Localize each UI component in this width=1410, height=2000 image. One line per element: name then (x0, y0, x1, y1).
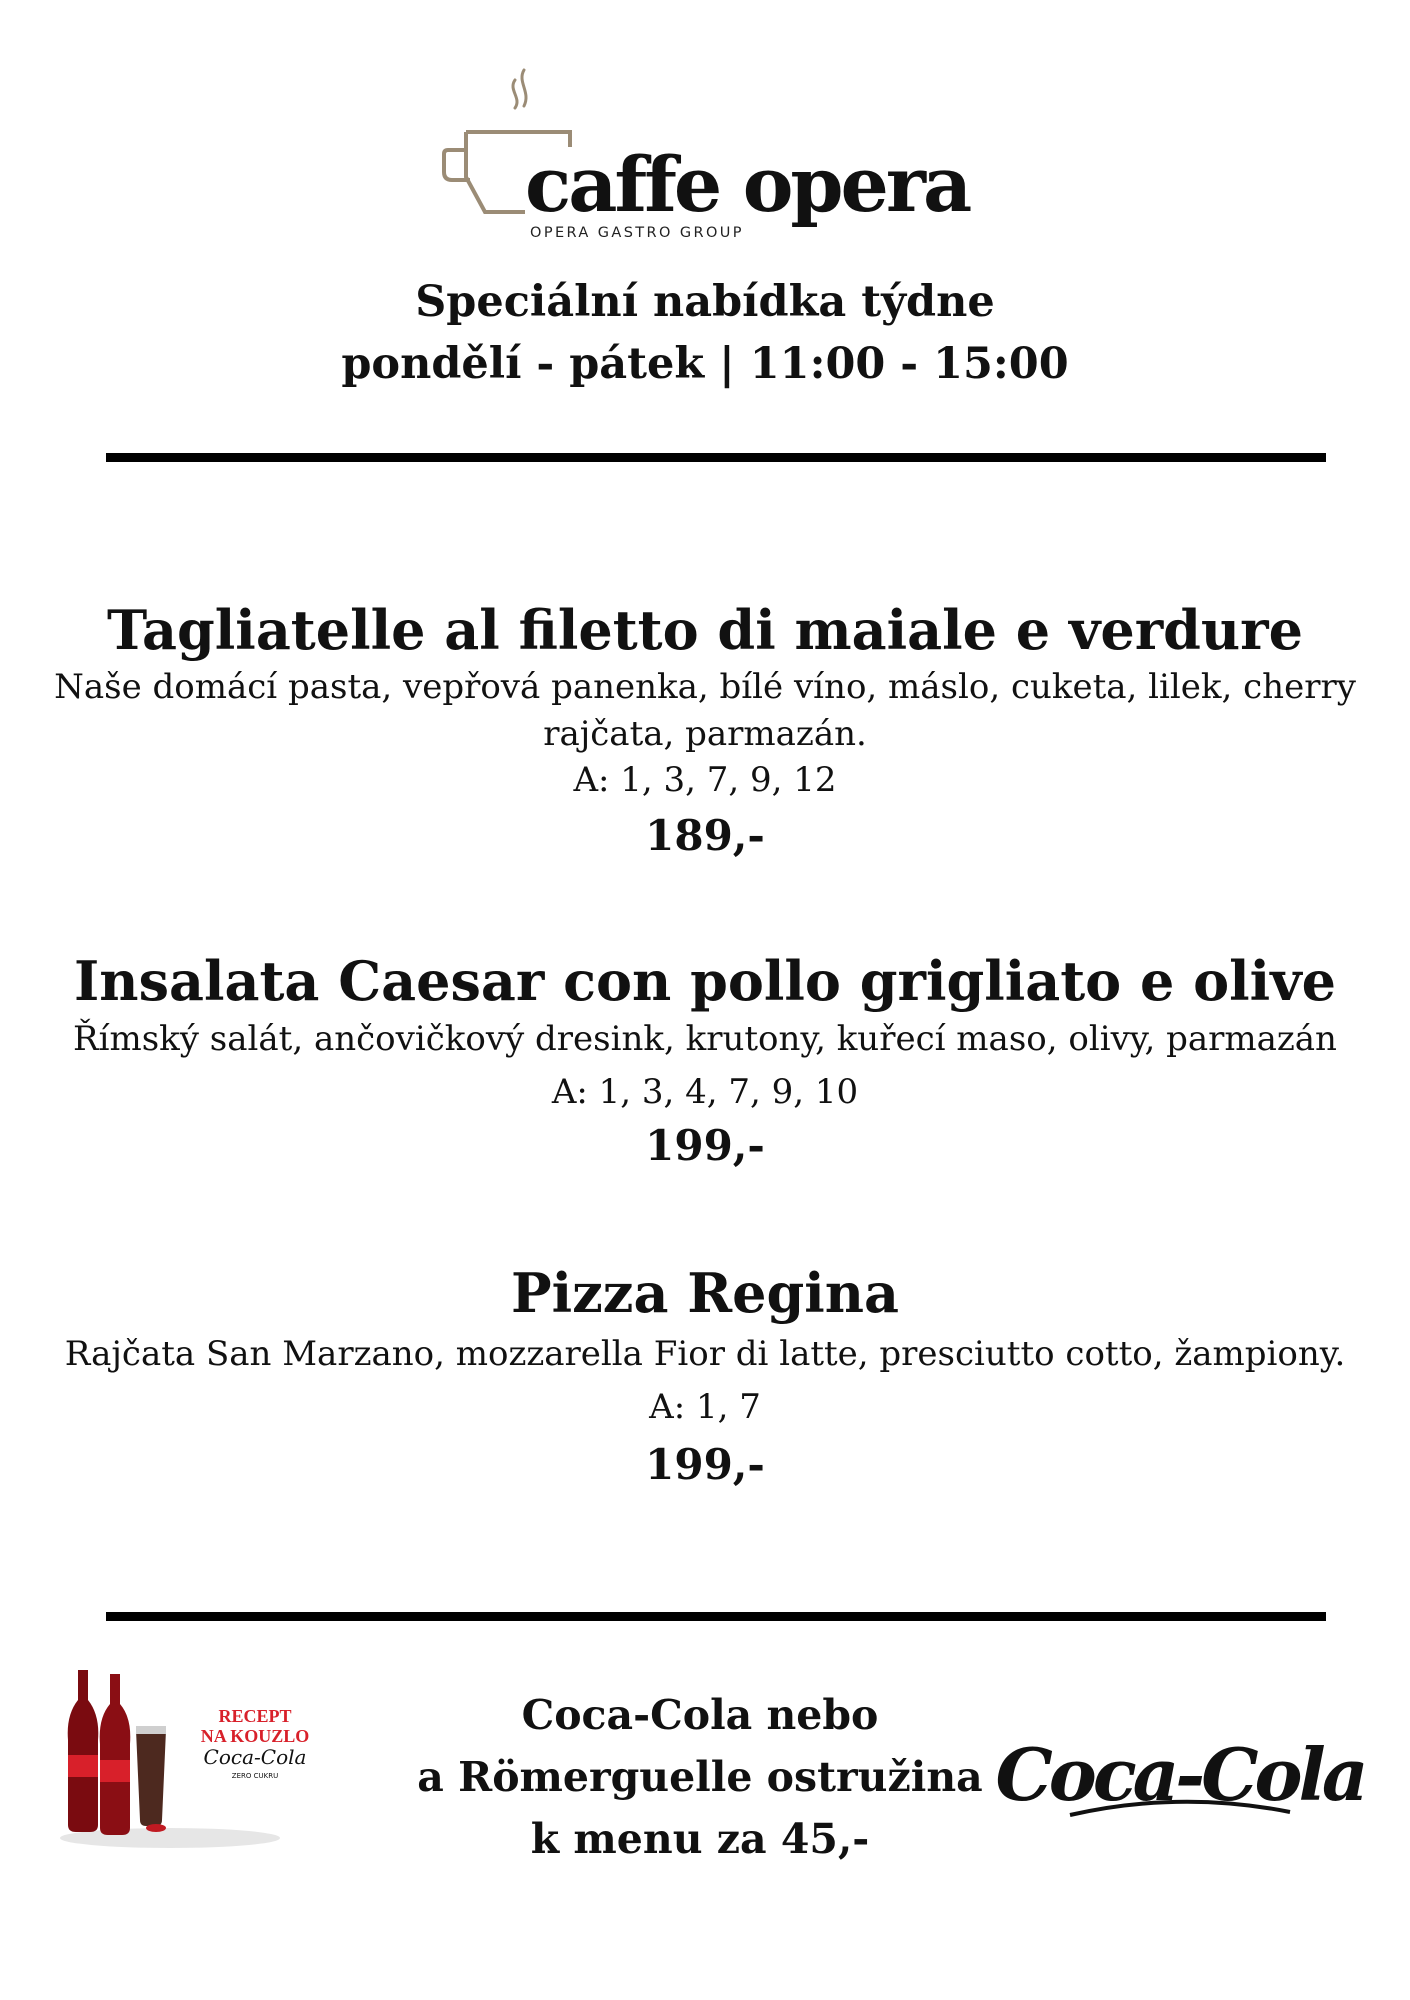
promo-line-3: k menu za 45,- (530, 1815, 870, 1863)
caffe-opera-logo (440, 62, 980, 252)
dish-description: Rajčata San Marzano, mozzarella Fior di latte, presciutto cotto, žampiony. (64, 1334, 1346, 1374)
badge-text: RECEPT (218, 1706, 292, 1726)
dish-price: 199,- (645, 1121, 765, 1170)
logo-subtitle: OPERA GASTRO GROUP (530, 225, 744, 241)
dish-title: Pizza Regina (511, 1261, 899, 1325)
dish-price: 199,- (645, 1440, 765, 1489)
promo-line-1: Coca-Cola nebo (521, 1691, 879, 1739)
dish-description: Římský salát, ančovičkový dresink, krutony, kuřecí maso, olivy, parmazán (73, 1019, 1337, 1059)
top-divider (106, 453, 1326, 462)
dish-price: 189,- (645, 811, 765, 860)
badge-text: ZERO CUKRU (231, 1772, 279, 1780)
dish-title: Insalata Caesar con pollo grigliato e olive (74, 949, 1336, 1013)
logo-text: Coca-Cola (995, 1732, 1365, 1817)
dish-allergens: A: 1, 7 (649, 1387, 761, 1427)
badge-text: Coca-Cola (203, 1745, 307, 1769)
dish-title: Tagliatelle al filetto di maiale e verdure (107, 598, 1303, 662)
dish-description: Naše domácí pasta, vepřová panenka, bílé víno, máslo, cuketa, lilek, cherry (54, 667, 1356, 707)
badge-text: NA KOUZLO (200, 1726, 310, 1746)
dish-allergens: A: 1, 3, 7, 9, 12 (573, 760, 837, 800)
promo-line-2: a Römerguelle ostružina (417, 1753, 983, 1801)
dish-description-cont: rajčata, parmazán. (543, 714, 867, 754)
offer-title: Speciální nabídka týdne (415, 277, 995, 327)
offer-hours: pondělí - pátek | 11:00 - 15:00 (341, 339, 1069, 389)
coca-cola-bottles-image (60, 1660, 340, 1860)
bottom-divider (106, 1612, 1326, 1621)
logo-wordmark: caffe opera (525, 140, 970, 229)
coca-cola-logo (995, 1720, 1365, 1840)
dish-allergens: A: 1, 3, 4, 7, 9, 10 (551, 1072, 859, 1112)
